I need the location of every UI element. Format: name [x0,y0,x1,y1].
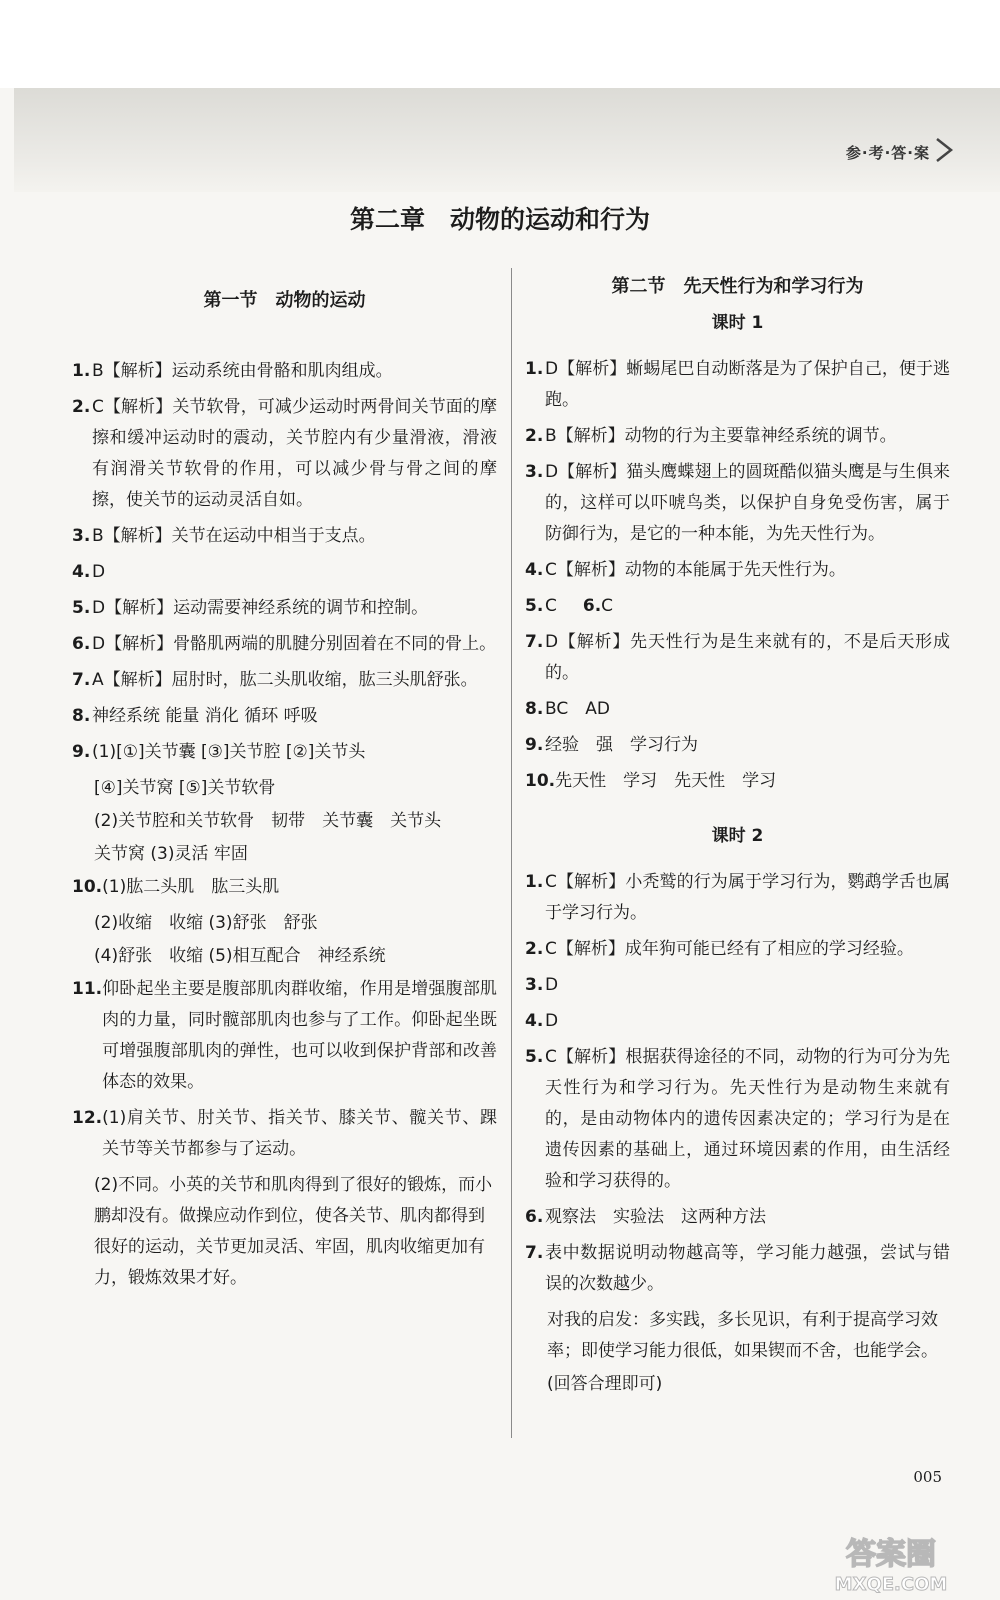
answer-subline: [④]关节窝 [⑤]关节软骨 [94,778,276,798]
answer-main: C [601,596,614,616]
answer-number: 10. [525,771,556,791]
top-margin [0,0,1000,88]
answer-main: D【解析】运动需要神经系统的调节和控制。 [92,598,429,618]
answer-text [545,1006,950,1037]
answer-subline: 对我的启发：多实践，多长见识，有利于提高学习效率；即使学习能力很低，如果锲而不舍，也能学会。 [547,1310,938,1361]
answer-main: 经验 强 学习行为 [545,735,698,755]
answer-item [72,557,497,588]
header-label: 参·考·答·案 [845,144,930,162]
answer-number: 5. [72,598,91,618]
answer-main: D【解析】骨骼肌两端的肌腱分别固着在不同的骨上。 [92,634,497,654]
answer-main: 表中数据说明动物越高等，学习能力越强，尝试与错误的次数越少。 [545,1243,950,1294]
answer-item [72,872,497,903]
answer-subline: (4)舒张 收缩 (5)相互配合 神经系统 [94,946,386,966]
lesson-title: 课时 1 [711,313,764,333]
answer-main: 仰卧起坐主要是腹部肌肉群收缩，作用是增强腹部肌肉的力量，同时髋部肌肉也参与了工作。仰卧起坐既可增强腹部肌肉的弹性，也可以收到保护背部和改善体态的效果。 [102,979,497,1092]
answer-number: 2. [525,426,544,446]
answer-text [545,934,950,965]
answer-number: 2. [525,939,544,959]
answer-item [525,1202,950,1233]
section-title: 第一节 动物的运动 [203,290,366,311]
answer-main: BC AD [545,699,610,719]
answer-item [525,457,950,550]
logo-url: MXQE.COM [834,1574,948,1594]
right-column [525,272,950,1402]
answer-number: 8. [525,699,544,719]
answer-item [72,1103,497,1165]
answer-text [92,737,497,768]
answer-number: 9. [72,742,91,762]
answer-text [92,593,497,624]
answer-number: 2. [72,397,91,417]
answer-text [545,627,950,689]
answer-main: 神经系统 能量 消化 循环 呼吸 [92,706,318,726]
answer-item [525,1042,950,1197]
header-strip [14,88,1000,192]
answer-number: 4. [525,560,544,580]
answer-main: 观察法 实验法 这两种方法 [545,1207,766,1227]
answer-text [92,629,497,660]
answer-item [72,701,497,732]
answer-main: C【解析】成年狗可能已经有了相应的学习经验。 [545,939,914,959]
answer-text [102,872,497,903]
answer-item [525,1006,950,1037]
answer-main: C【解析】小秃鹫的行为属于学习行为，鹦鹉学舌也属于学习行为。 [545,872,950,923]
answer-item [525,421,950,452]
answer-item [72,629,497,660]
answer-number: 10. [72,877,103,897]
answer-number: 12. [72,1108,103,1128]
answer-number: 8. [72,706,91,726]
watermark-logo [796,1530,986,1594]
answer-main: C【解析】关节软骨，可减少运动时两骨间关节面的摩擦和缓冲运动时的震动，关节腔内有少量滑液，滑液有润滑关节软骨的作用，可以减少骨与骨之间的摩擦，使关节的运动灵活自如。 [92,397,497,510]
answer-subline: (2)收缩 收缩 (3)舒张 舒张 [94,913,318,933]
answer-main: (1)[①]关节囊 [③]关节腔 [②]关节头 [92,742,366,762]
answer-number: 7. [72,670,91,690]
answer-text [92,665,497,696]
answer-list [525,867,950,1400]
answer-item [72,665,497,696]
answer-text [545,591,950,622]
answer-number: 4. [525,1011,544,1031]
answer-number: 7. [525,1243,544,1263]
answer-main: D [545,975,559,995]
answer-text [545,1238,950,1300]
answer-text [545,555,950,586]
answer-number: 3. [525,975,544,995]
answer-text [92,557,497,588]
answer-item [525,555,950,586]
answer-text [545,970,950,1001]
answer-number: 7. [525,632,544,652]
answer-number: 1. [72,361,91,381]
answer-text [92,521,497,552]
answer-main: (1)肩关节、肘关节、指关节、膝关节、髋关节、踝关节等关节都参与了运动。 [102,1108,497,1159]
answer-text [545,694,950,725]
answer-item [72,737,497,768]
answer-item [525,627,950,689]
answer-main: D【解析】先天性行为是生来就有的，不是后天形成的。 [545,632,950,683]
answer-item [525,934,950,965]
answer-main: C [545,596,557,616]
chevron-right-icon [934,137,954,163]
answer-text [545,421,950,452]
answer-text [545,730,950,761]
left-column [72,286,497,1296]
answer-main: C【解析】根据获得途径的不同，动物的行为可分为先天性行为和学习行为。先天性行为是动物生来就有的，是由动物体内的遗传因素决定的；学习行为是在遗传因素的基础上，通过环境因素的作用，由生活经验和学习获得的。 [545,1047,950,1191]
answer-item [525,766,950,797]
answer-main: 先天性 学习 先天性 学习 [555,771,777,791]
answer-number: 6. [525,1207,544,1227]
answer-main: C【解析】动物的本能属于先天性行为。 [545,560,846,580]
answer-number: 5. [525,1047,544,1067]
page-number: 005 [913,1468,942,1486]
answer-text [545,457,950,550]
answer-main: D [92,562,106,582]
answer-number: 1. [525,872,544,892]
answer-number: 4. [72,562,91,582]
answer-text [545,1042,950,1197]
answer-text [102,1103,497,1165]
answer-item [72,356,497,387]
answer-main: D [545,1011,559,1031]
answer-main: B【解析】动物的行为主要靠神经系统的调节。 [545,426,897,446]
answer-number: 6. [582,596,602,616]
answer-text [102,974,497,1098]
answer-item [525,970,950,1001]
answer-text [555,766,950,797]
answer-text [92,701,497,732]
answer-item [72,974,497,1098]
answer-main: B【解析】运动系统由骨骼和肌肉组成。 [92,361,393,381]
answer-item [525,591,950,622]
answer-number: 5. [525,596,544,616]
section-title: 第二节 先天性行为和学习行为 [611,276,864,297]
answer-number: 11. [72,979,103,999]
answer-subline: (2)不同。小英的关节和肌肉得到了很好的锻炼，而小鹏却没有。做操应动作到位，使各关节、肌肉都得到很好的运动，关节更加灵活、牢固，肌肉收缩更加有力，锻炼效果才好。 [94,1175,493,1288]
answer-text [92,356,497,387]
answer-text [92,392,497,516]
answer-item [72,392,497,516]
logo-text: 答案圈 [846,1537,936,1572]
column-divider [511,268,512,1438]
answer-item [525,1238,950,1300]
answer-number: 6. [72,634,91,654]
answer-text [545,354,950,416]
lesson-title: 课时 2 [711,826,764,846]
answer-number: 3. [525,462,544,482]
answer-subline: (回答合理即可) [547,1374,663,1394]
answer-text [545,1202,950,1233]
chapter-title: 第二章 动物的运动和行为 [349,205,650,234]
answer-list [72,356,497,1294]
answer-main: A【解析】屈肘时，肱二头肌收缩，肱三头肌舒张。 [92,670,478,690]
answer-item [525,867,950,929]
answer-item [525,694,950,725]
answer-item [72,593,497,624]
answer-number: 3. [72,526,91,546]
answer-text [545,867,950,929]
answer-item [525,730,950,761]
answer-subline: 关节窝 (3)灵活 牢固 [94,844,248,864]
answer-main: D【解析】蜥蜴尾巴自动断落是为了保护自己，便于逃跑。 [545,359,950,410]
answer-main: D【解析】猫头鹰蝶翅上的圆斑酷似猫头鹰是与生俱来的，这样可以吓唬鸟类，以保护自身免受伤害，属于防御行为，是它的一种本能，为先天性行为。 [545,462,950,544]
answer-list [525,354,950,797]
answer-item [72,521,497,552]
answer-subline: (2)关节腔和关节软骨 韧带 关节囊 关节头 [94,811,442,831]
answer-number: 9. [525,735,544,755]
answer-item [525,354,950,416]
answer-number: 1. [525,359,544,379]
answer-main: (1)肱二头肌 肱三头肌 [102,877,280,897]
answer-main: B【解析】关节在运动中相当于支点。 [92,526,376,546]
